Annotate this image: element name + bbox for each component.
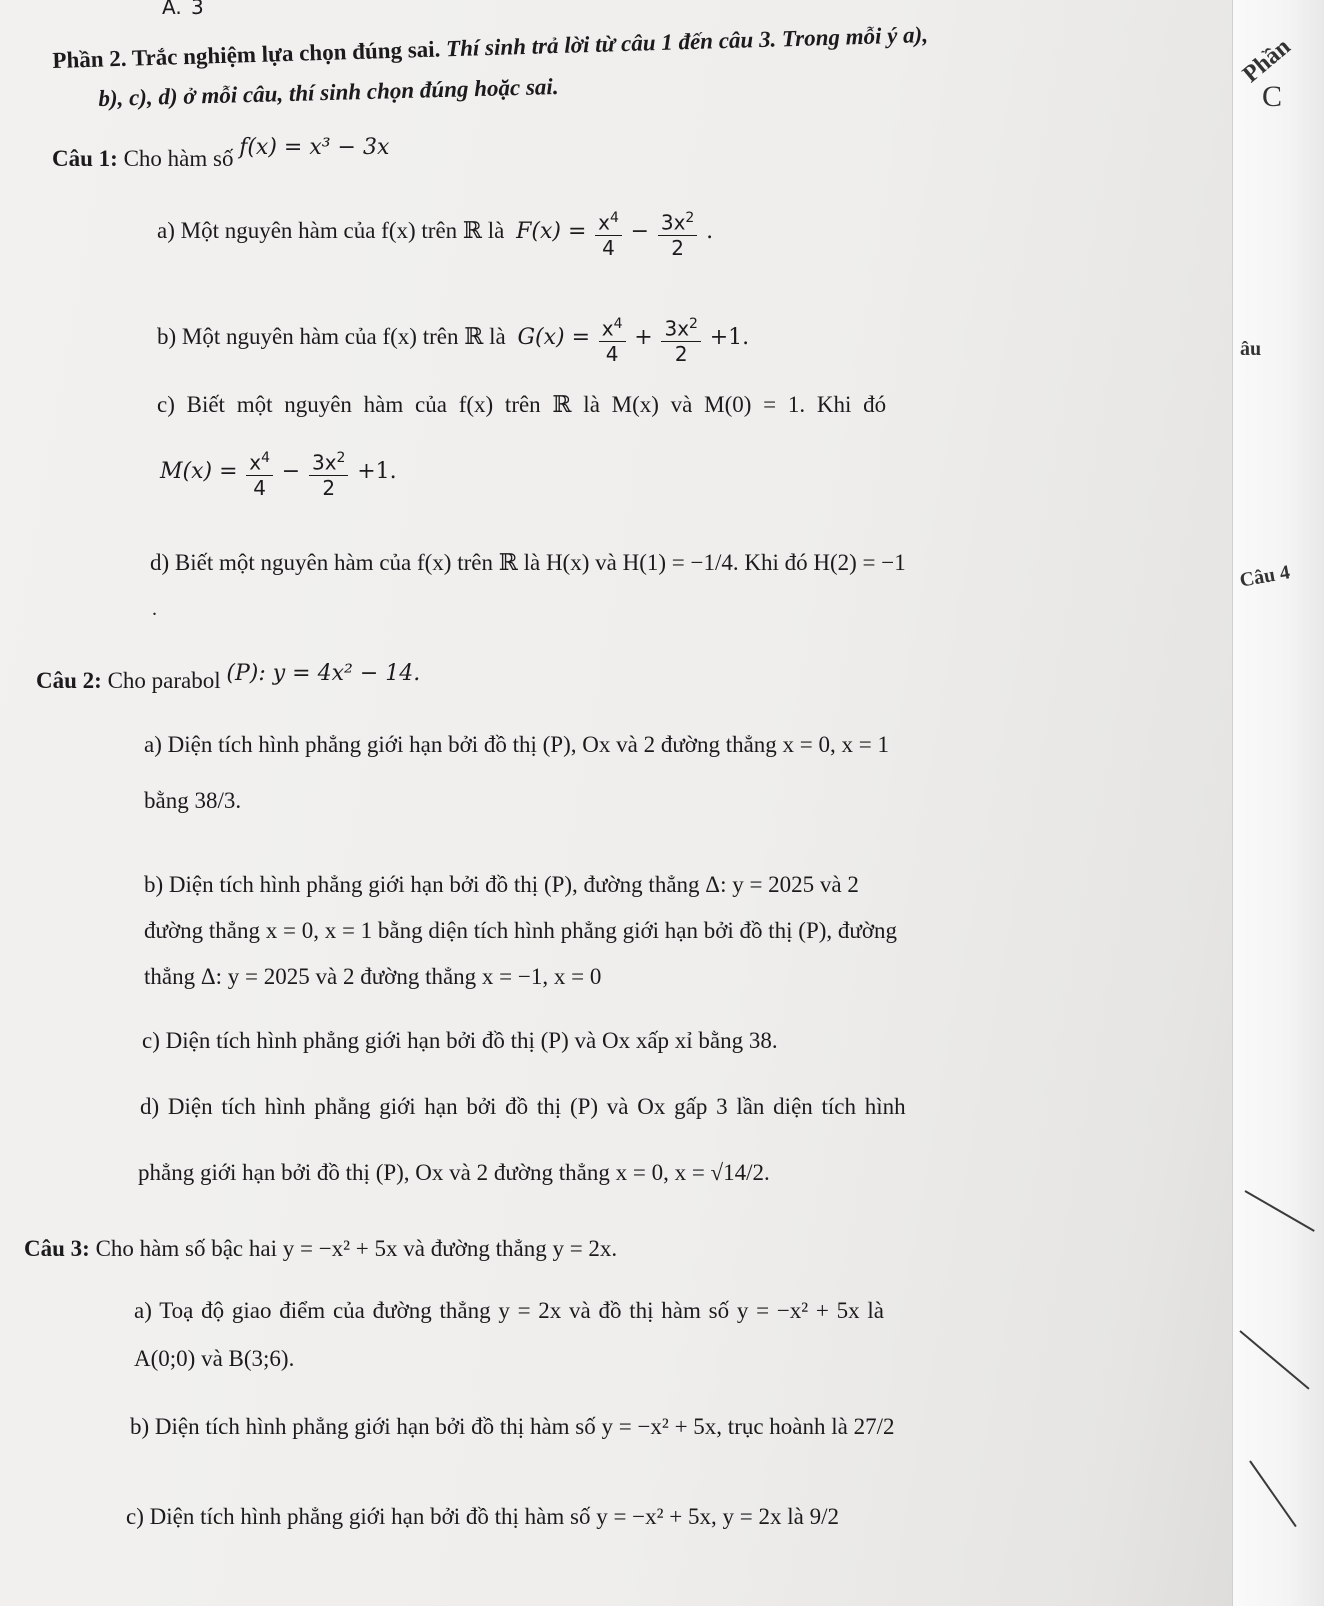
q2-b-text-2: đường thẳng x = 0, x = 1 bằng diện tích hình phẳng giới hạn bởi đồ thị (P), đường bbox=[144, 918, 898, 943]
q2-stem bbox=[36, 661, 421, 697]
q1-label: Câu 1: bbox=[52, 146, 118, 171]
margin-cau4: Câu 4 bbox=[1238, 561, 1292, 592]
margin-c: C bbox=[1262, 80, 1283, 113]
q2-option-b-line1 bbox=[144, 870, 859, 900]
top-cut-fraction: A. 3 bbox=[162, 0, 207, 19]
margin-au: âu bbox=[1240, 338, 1262, 360]
q1-option-a: a) Một nguyên hàm của f(x) trên ℝ là F(x) = $\frac{x^4}{4}$ − $\frac{3x^2}{2}$ . bbox=[157, 206, 713, 260]
q1-b-text: b) Một nguyên hàm của f(x) trên ℝ là bbox=[157, 324, 506, 350]
q2-a-text-1: a) Diện tích hình phẳng giới hạn bởi đồ thị (P), Ox và 2 đường thẳng x = 0, x = 1 bbox=[144, 732, 889, 757]
part-instruction-1: Thí sinh trả lời từ câu 1 đến câu 3. Trong mỗi ý a), bbox=[445, 22, 929, 62]
q2-c-text: c) Diện tích hình phẳng giới hạn bởi đồ thị (P) và Ox xấp xỉ bằng 38. bbox=[142, 1028, 778, 1053]
q3-option-c bbox=[126, 1502, 839, 1532]
q2-option-b-line3 bbox=[144, 962, 601, 992]
q1-function: f(x) = x³ − 3x bbox=[239, 135, 390, 160]
q2-option-c bbox=[142, 1026, 778, 1056]
q1-option-c-formula: M(x) = $\frac{x^4}{4}$ − $\frac{3x^2}{2}$ +1. bbox=[160, 446, 397, 500]
q2-label: Câu 2: bbox=[36, 668, 102, 693]
q2-option-d-line1 bbox=[140, 1092, 906, 1122]
q1-stem-text: Cho hàm số bbox=[123, 146, 234, 171]
adjacent-page-edge bbox=[1232, 0, 1324, 1606]
margin-phan: Phần bbox=[1238, 33, 1296, 88]
q2-parabola: (P): y = 4x² − 14. bbox=[226, 661, 421, 686]
q1-c-text: c) Biết một nguyên hàm của f(x) trên ℝ là M(x) và M(0) = 1. Khi đó bbox=[157, 392, 887, 417]
stray-dot: . bbox=[152, 598, 157, 620]
q1-d-text: d) Biết một nguyên hàm của f(x) trên ℝ là H(x) và H(1) = −1/4. Khi đó H(2) = −1 bbox=[150, 550, 906, 575]
q1-stem bbox=[52, 135, 390, 175]
q1-option-c bbox=[157, 390, 886, 420]
q2-b-text-3: thẳng Δ: y = 2025 và 2 đường thẳng x = −1, x = 0 bbox=[144, 964, 602, 989]
fraction-denominator: 3 bbox=[188, 0, 207, 19]
q2-d-text-1: d) Diện tích hình phẳng giới hạn bởi đồ thị (P) và Ox gấp 3 lần diện tích hình bbox=[140, 1094, 906, 1119]
q3-stem bbox=[24, 1234, 617, 1264]
q1-a-text: a) Một nguyên hàm của f(x) trên ℝ là bbox=[157, 218, 505, 244]
q3-b-text: b) Diện tích hình phẳng giới hạn bởi đồ thị hàm số y = −x² + 5x, trục hoành là 27/2 bbox=[130, 1414, 895, 1439]
part-instruction-2: b), c), d) ở mỗi câu, thí sinh chọn đúng hoặc sai. bbox=[98, 73, 559, 111]
q3-stem-text: Cho hàm số bậc hai y = −x² + 5x và đường thẳng y = 2x. bbox=[95, 1236, 618, 1261]
q1-option-d bbox=[150, 548, 906, 578]
q2-d-text-2: phẳng giới hạn bởi đồ thị (P), Ox và 2 đường thẳng x = 0, x = √14/2. bbox=[138, 1160, 770, 1185]
q2-option-d-line2 bbox=[138, 1158, 770, 1188]
q2-option-a-line1 bbox=[144, 730, 889, 760]
q2-a-text-2: bằng 38/3. bbox=[144, 788, 242, 813]
q3-option-b bbox=[130, 1412, 895, 1442]
q2-b-text-1: b) Diện tích hình phẳng giới hạn bởi đồ thị (P), đường thẳng Δ: y = 2025 và 2 bbox=[144, 872, 859, 897]
q2-option-b-line2 bbox=[144, 916, 897, 946]
q3-c-text: c) Diện tích hình phẳng giới hạn bởi đồ thị hàm số y = −x² + 5x, y = 2x là 9/2 bbox=[126, 1504, 839, 1529]
part-title: Phần 2. Trắc nghiệm lựa chọn đúng sai. bbox=[52, 36, 441, 73]
q3-option-a-line1 bbox=[134, 1296, 884, 1326]
q2-option-a-line2 bbox=[144, 786, 241, 816]
q1-option-b: b) Một nguyên hàm của f(x) trên ℝ là G(x) = $\frac{x^4}{4}$ + $\frac{3x^2}{2}$ +1. bbox=[157, 312, 749, 366]
q3-label: Câu 3: bbox=[24, 1236, 90, 1261]
q3-option-a-line2 bbox=[134, 1344, 294, 1374]
q3-a-text-1: a) Toạ độ giao điểm của đường thẳng y = 2x và đồ thị hàm số y = −x² + 5x là bbox=[134, 1298, 885, 1323]
q2-stem-text: Cho parabol bbox=[107, 668, 221, 693]
q3-a-text-2: A(0;0) và B(3;6). bbox=[134, 1346, 295, 1371]
